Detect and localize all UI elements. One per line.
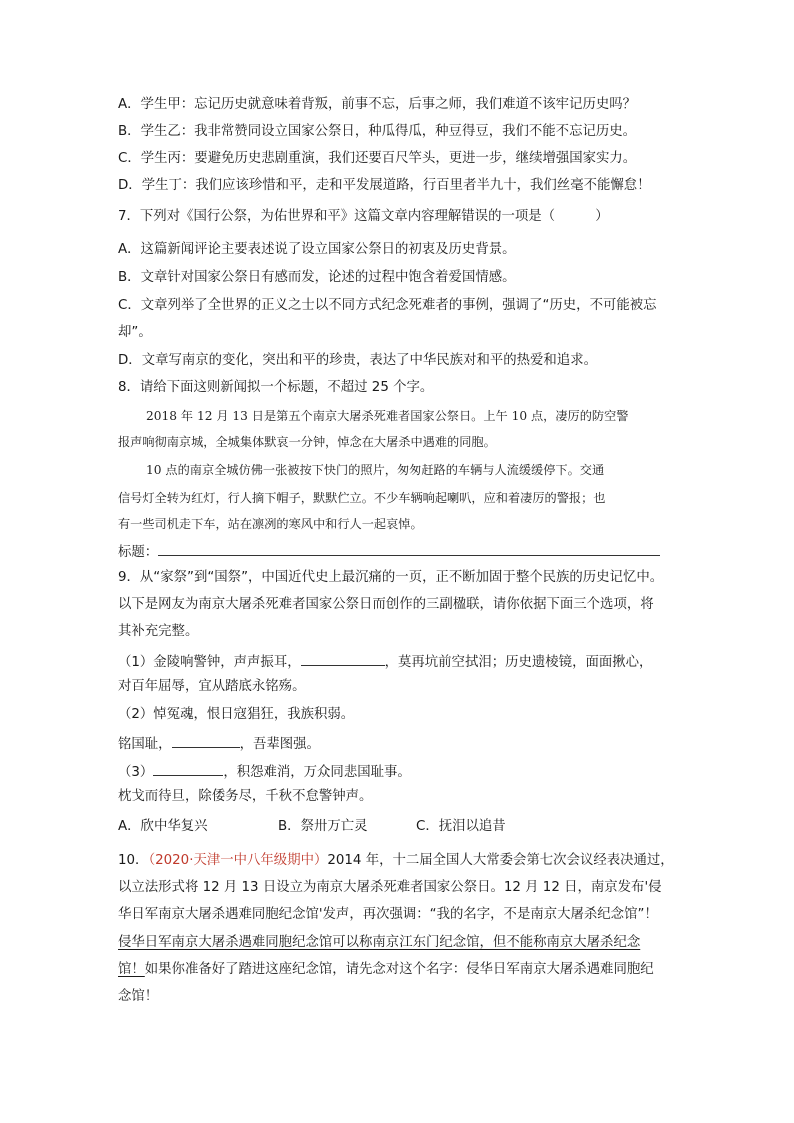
q10-line-5 xyxy=(118,960,654,980)
couplet-3-part-a: （3） xyxy=(118,765,154,780)
news-paragraph-2: 10 点的南京全城仿佛一张被按下快门的照片，匆匆赶路的车辆与人流缓缓停下。交通 xyxy=(146,463,605,477)
q9-stem-line-1: 9．从“家祭”到“国祭”，中国近代史上最沉痛的一页，正不断加固于整个民族的历史记忆中。 xyxy=(118,570,664,585)
title-answer-row xyxy=(118,540,660,563)
q10-line-3: 华日军南京大屠杀遇难同胞纪念馆'发声，再次强调：“我的名字，不是南京大屠杀纪念馆”！ xyxy=(118,907,658,922)
q8-stem: 8．请给下面这则新闻拟一个标题，不超过 25 个字。 xyxy=(118,380,434,395)
q7-option-c-cont: 却”。 xyxy=(118,325,152,340)
couplet-1-blank[interactable] xyxy=(301,650,385,666)
q10-line-1 xyxy=(118,851,674,871)
news-paragraph-1-cont: 报声响彻南京城，全城集体默哀一分钟，悼念在大屠杀中遇难的同胞。 xyxy=(118,435,496,449)
q9-stem-line-3: 其补充完整。 xyxy=(118,624,199,639)
q6-option-d: D．学生丁：我们应该珍惜和平，走和平发展道路，行百里者半九十，我们丝毫不能懈怠！ xyxy=(118,178,651,193)
q9-options xyxy=(118,817,506,837)
q7-stem: 7．下列对《国行公祭，为佑世界和平》这篇文章内容理解错误的一项是（ ） xyxy=(118,209,609,224)
q10-source: （2020·天津一中八年级期中） xyxy=(148,853,328,868)
news-paragraph-1: 2018 年 12 月 13 日是第五个南京大屠杀死难者国家公祭日。上午 10 点，凄厉的防空警 xyxy=(146,409,629,423)
couplet-2-blank[interactable] xyxy=(172,732,240,748)
couplet-3-part-b: ，积怨难消，万众同悲国耻事。 xyxy=(223,765,411,780)
q10-line-4-underlined: 侵华日军南京大屠杀遇难同胞纪念馆可以称南京江东门纪念馆，但不能称南京大屠杀纪念 xyxy=(118,935,641,950)
q6-option-b: B．学生乙：我非常赞同设立国家公祭日，种瓜得瓜，种豆得豆，我们不能不忘记历史。 xyxy=(118,124,637,139)
q10-number: 10． xyxy=(118,853,149,868)
news-paragraph-2-cont: 信号灯全转为红灯，行人摘下帽子，默默伫立。不少车辆响起喇叭，应和着凄厉的警报；也 xyxy=(118,491,606,505)
couplet-2-line-1: （2）悼冤魂，恨日寇猖狂，我族积弱。 xyxy=(118,707,355,722)
couplet-3-line-1 xyxy=(118,760,411,783)
couplet-3-line-2: 枕戈而待旦，除倭务尽，千秋不怠警钟声。 xyxy=(118,789,373,804)
q6-option-c: C．学生丙：要避免历史悲剧重演，我们还要百尺竿头，更进一步，继续增强国家实力。 xyxy=(118,151,637,166)
q10-line-2: 以立法形式将 12 月 13 日设立为南京大屠杀死难者国家公祭日。12 月 12 日，南京发布'侵 xyxy=(118,880,662,895)
title-label: 标题： xyxy=(118,545,159,560)
q7-option-c: C．文章列举了全世界的正义之士以不同方式纪念死难者的事例，强调了“历史，不可能被忘 xyxy=(118,298,657,313)
couplet-1-part-b: ，莫再坑前空拭泪；历史遗棱镜，面面揪心， xyxy=(384,655,653,670)
couplet-1-line-2: 对百年屈辱，宜从踏底永铭殇。 xyxy=(118,679,306,694)
q9-option-b: B．祭卅万亡灵 xyxy=(278,819,368,834)
q7-option-b: B．文章针对国家公祭日有感而发，论述的过程中饱含着爱国情感。 xyxy=(118,270,516,285)
q6-option-a: A．学生甲：忘记历史就意味着背叛，前事不忘，后事之师，我们难道不该牢记历史吗？ xyxy=(118,97,637,112)
q9-stem-line-2: 以下是网友为南京大屠杀死难者国家公祭日而创作的三副楹联，请你依据下面三个选项，将 xyxy=(118,597,654,612)
q10-line-1-text: 2014 年，十二届全国人大常委会第七次会议经表决通过， xyxy=(327,853,674,868)
q7-option-a: A．这篇新闻评论主要表述说了设立国家公祭日的初衷及历史背景。 xyxy=(118,242,516,257)
q10-line-6: 念馆！ xyxy=(118,989,159,1004)
couplet-2-line-2 xyxy=(118,732,320,755)
title-answer-blank[interactable] xyxy=(158,540,660,556)
couplet-1-line-1 xyxy=(118,650,652,673)
couplet-3-blank[interactable] xyxy=(153,760,223,776)
q10-line-5-text: 如果你准备好了踏进这座纪念馆，请先念对这个名字：侵华日军南京大屠杀遇难同胞纪 xyxy=(144,962,654,977)
q10-line-5-underlined: 馆！ xyxy=(118,962,145,977)
couplet-1-part-a: （1）金陵响警钟，声声振耳， xyxy=(118,655,301,670)
couplet-2-part-a: 铭国耻， xyxy=(118,737,172,752)
news-paragraph-2-end: 有一些司机走下车，站在凛冽的寒风中和行人一起哀悼。 xyxy=(118,517,423,531)
q7-option-d: D．文章写南京的变化，突出和平的珍贵，表达了中华民族对和平的热爱和追求。 xyxy=(118,353,597,368)
q9-option-c: C．抚泪以追昔 xyxy=(416,819,506,834)
couplet-2-part-b: ，吾辈图强。 xyxy=(239,737,320,752)
q9-option-a: A．欣中华复兴 xyxy=(118,819,208,834)
